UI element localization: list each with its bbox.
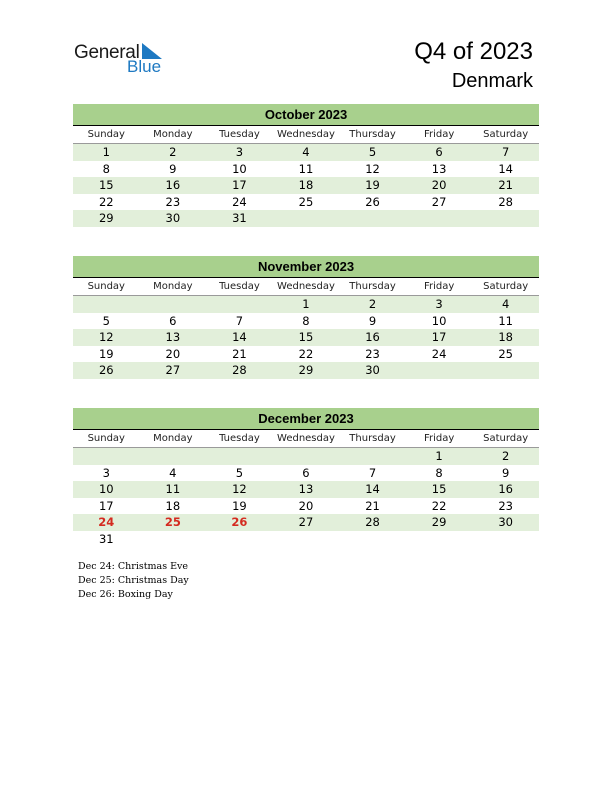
weekday-label: Tuesday: [219, 433, 260, 444]
day-cell: 10: [232, 161, 247, 176]
day-cell: 5: [235, 465, 244, 480]
day-cell: 1: [102, 145, 110, 159]
day-cell: 3: [102, 465, 110, 480]
day-cell: 8: [302, 313, 310, 328]
week-row: [73, 498, 539, 515]
day-cell: 2: [501, 449, 510, 463]
day-cell: 15: [431, 482, 447, 496]
day-cell: 4: [169, 465, 177, 480]
day-cell: 30: [365, 363, 380, 377]
day-cell: 28: [365, 515, 380, 529]
day-cell: 9: [501, 465, 510, 480]
day-cell: 26: [231, 515, 248, 529]
weekday-label: Wednesday: [277, 129, 335, 140]
weekday-label: Tuesday: [219, 129, 260, 140]
day-cell: 27: [298, 515, 314, 529]
day-cell: 24: [431, 346, 447, 361]
day-cell: [140, 448, 207, 465]
day-cell: 13: [165, 330, 181, 344]
day-cell: 23: [498, 498, 513, 513]
day-cell: 21: [232, 346, 247, 361]
day-cell: 22: [98, 194, 114, 209]
day-cell: 10: [431, 313, 447, 328]
day-cell: 8: [435, 465, 443, 480]
day-cell: 7: [235, 313, 244, 328]
day-cell: [206, 448, 273, 465]
day-cell: 27: [431, 194, 447, 209]
weekday-label: Friday: [423, 281, 455, 292]
day-cell: 29: [98, 211, 114, 225]
week-row: [73, 531, 539, 548]
day-cell: 22: [431, 498, 447, 513]
day-cell: 8: [102, 161, 110, 176]
week-row: [73, 481, 539, 498]
month-calendar: [73, 256, 539, 379]
day-cell: 10: [98, 482, 114, 496]
week-row: [73, 210, 539, 227]
weekday-label: Thursday: [349, 281, 396, 292]
day-cell: 2: [169, 145, 177, 159]
day-cell: 25: [164, 515, 181, 529]
day-cell: [273, 210, 340, 227]
day-cell: [73, 296, 140, 313]
day-cell: 18: [165, 498, 181, 513]
weekday-label: Monday: [153, 281, 193, 292]
day-cell: 19: [365, 178, 380, 192]
holiday-item: Dec 26: Boxing Day: [78, 589, 173, 600]
day-cell: 29: [431, 515, 447, 529]
day-cell: [206, 531, 273, 548]
day-cell: 7: [368, 465, 377, 480]
day-cell: 15: [98, 178, 114, 192]
day-cell: 29: [298, 363, 314, 377]
day-cell: [73, 448, 140, 465]
weekday-header-row: [73, 430, 539, 448]
holiday-list: [78, 560, 189, 602]
month-title: November 2023: [73, 256, 539, 278]
country-name: Denmark: [451, 70, 533, 92]
day-cell: [472, 362, 539, 379]
day-cell: 26: [98, 363, 114, 377]
weekday-header-row: [73, 278, 539, 296]
week-row: [73, 329, 539, 346]
day-cell: 9: [169, 161, 177, 176]
day-cell: [273, 531, 340, 548]
day-cell: 23: [365, 346, 380, 361]
day-cell: 6: [435, 145, 443, 159]
weekday-label: Wednesday: [277, 433, 335, 444]
day-cell: 7: [501, 145, 510, 159]
day-cell: 20: [165, 346, 181, 361]
weekday-label: Sunday: [87, 281, 125, 292]
logo-general-text: General: [74, 42, 140, 63]
day-cell: 20: [298, 498, 314, 513]
day-cell: 14: [365, 482, 380, 496]
weekday-label: Sunday: [87, 433, 125, 444]
day-cell: 12: [365, 161, 380, 176]
day-cell: 12: [232, 482, 247, 496]
weekday-header-row: [73, 126, 539, 144]
week-row: [73, 346, 539, 363]
page-title: Q4 of 2023: [414, 38, 533, 65]
holiday-item: Dec 24: Christmas Eve: [78, 561, 189, 572]
day-cell: 18: [298, 178, 314, 192]
day-cell: [472, 531, 539, 548]
day-cell: 17: [232, 178, 247, 192]
week-row: [73, 362, 539, 379]
day-cell: 11: [298, 161, 314, 176]
month-calendar: [73, 408, 539, 547]
month-title: October 2023: [73, 104, 539, 126]
day-cell: 16: [498, 482, 513, 496]
weekday-label: Friday: [423, 129, 455, 140]
day-cell: 12: [98, 330, 114, 344]
day-cell: 11: [165, 482, 181, 496]
day-cell: 14: [498, 161, 513, 176]
day-cell: [339, 210, 406, 227]
week-row: [73, 296, 539, 313]
day-cell: 27: [165, 363, 181, 377]
day-cell: 11: [498, 313, 513, 328]
weekday-label: Tuesday: [219, 281, 260, 292]
day-cell: 16: [365, 330, 380, 344]
week-row: [73, 465, 539, 482]
weekday-label: Wednesday: [277, 281, 335, 292]
day-cell: 17: [431, 330, 447, 344]
day-cell: 14: [232, 330, 247, 344]
day-cell: 19: [98, 346, 114, 361]
day-cell: 21: [498, 178, 513, 192]
week-row: [73, 144, 539, 161]
day-cell: 24: [98, 515, 115, 529]
day-cell: 19: [232, 498, 247, 513]
weekday-label: Saturday: [483, 433, 529, 444]
day-cell: 6: [302, 465, 310, 480]
day-cell: 30: [165, 211, 181, 225]
day-cell: 4: [302, 145, 310, 159]
weekday-label: Saturday: [483, 281, 529, 292]
day-cell: 3: [435, 297, 443, 311]
day-cell: [406, 531, 473, 548]
weekday-label: Monday: [153, 129, 193, 140]
day-cell: [339, 531, 406, 548]
day-cell: [206, 296, 273, 313]
weekday-label: Saturday: [483, 129, 529, 140]
day-cell: 25: [298, 194, 314, 209]
day-cell: 31: [232, 211, 247, 225]
day-cell: 15: [298, 330, 314, 344]
day-cell: 28: [232, 363, 247, 377]
day-cell: [140, 531, 207, 548]
week-row: [73, 194, 539, 211]
day-cell: [273, 448, 340, 465]
week-row: [73, 514, 539, 531]
day-cell: 22: [298, 346, 314, 361]
logo: [74, 40, 194, 80]
day-cell: 20: [431, 178, 447, 192]
day-cell: 25: [498, 346, 513, 361]
day-cell: 4: [501, 297, 510, 311]
week-row: [73, 177, 539, 194]
holiday-item: Dec 25: Christmas Day: [78, 575, 189, 586]
week-row: [73, 313, 539, 330]
weekday-label: Thursday: [349, 129, 396, 140]
day-cell: 13: [298, 482, 314, 496]
day-cell: 30: [498, 515, 513, 529]
day-cell: 5: [368, 145, 377, 159]
day-cell: [140, 296, 207, 313]
day-cell: 1: [435, 449, 443, 463]
month-calendar: [73, 104, 539, 227]
day-cell: 6: [169, 313, 177, 328]
day-cell: 13: [431, 161, 447, 176]
week-row: [73, 161, 539, 178]
day-cell: 9: [368, 313, 377, 328]
day-cell: 24: [232, 194, 247, 209]
day-cell: [339, 448, 406, 465]
day-cell: 31: [98, 531, 114, 546]
day-cell: 1: [302, 297, 310, 311]
weekday-label: Friday: [423, 433, 455, 444]
day-cell: 17: [98, 498, 114, 513]
day-cell: [406, 362, 473, 379]
week-row: [73, 448, 539, 465]
day-cell: 3: [235, 145, 244, 159]
weekday-label: Sunday: [87, 129, 125, 140]
day-cell: 16: [165, 178, 181, 192]
weekday-label: Thursday: [349, 433, 396, 444]
day-cell: 5: [102, 313, 110, 328]
day-cell: 26: [365, 194, 380, 209]
day-cell: 21: [365, 498, 380, 513]
weekday-label: Monday: [153, 433, 193, 444]
day-cell: 2: [368, 297, 377, 311]
day-cell: 28: [498, 194, 513, 209]
day-cell: 23: [165, 194, 181, 209]
logo-blue-text: Blue: [127, 57, 162, 76]
day-cell: [472, 210, 539, 227]
day-cell: 18: [498, 330, 513, 344]
day-cell: [406, 210, 473, 227]
month-title: December 2023: [73, 408, 539, 430]
